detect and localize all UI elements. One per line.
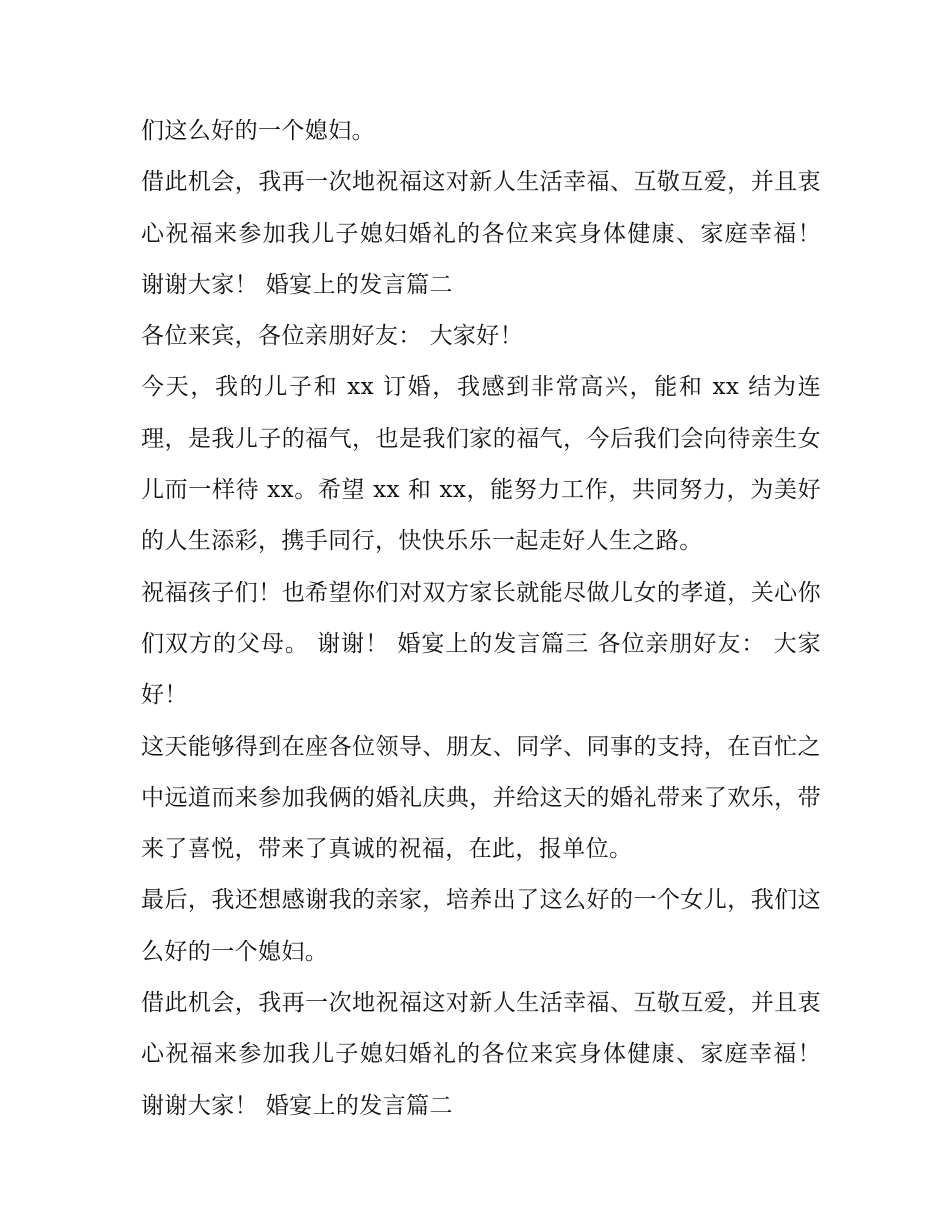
paragraph-3: 各位来宾，各位亲朋好友： 大家好！ — [141, 323, 524, 350]
paragraph-4: 今天，我的儿子和 xx 订婚，我感到非常高兴，能和 xx 结为连理，是我儿子的福气，也是我们家的福气，今后我们会向待亲生女儿而一样待 xx。希望 xx 和 xx，能努力工作，共同努力，为美好的人生添彩，携手同行，快快乐乐一起走好人生之路。 — [141, 374, 821, 555]
paragraph-2: 借此机会，我再一次地祝福这对新人生活幸福、互敬互爱，并且衷心祝福来参加我儿子媳妇婚礼的各位来宾身体健康、家庭幸福！ 谢谢大家！ 婚宴上的发言篇二 — [141, 169, 821, 298]
paragraph-6: 这天能够得到在座各位领导、朋友、同学、同事的支持，在百忙之中远道而来参加我俩的婚礼庆典，并给这天的婚礼带来了欢乐，带来了喜悦，带来了真诚的祝福，在此，报单位。 — [141, 733, 821, 863]
paragraph-7: 最后，我还想感谢我的亲家，培养出了这么好的一个女儿，我们这么好的一个媳妇。 — [141, 887, 821, 965]
paragraph-8: 借此机会，我再一次地祝福这对新人生活幸福、互敬互爱，并且衷心祝福来参加我儿子媳妇婚礼的各位来宾身体健康、家庭幸福！ 谢谢大家！ 婚宴上的发言篇二 — [141, 990, 821, 1119]
document-body — [141, 106, 821, 1132]
paragraph-1: 们这么好的一个媳妇。 — [141, 118, 375, 144]
paragraph-5: 祝福孩子们！也希望你们对双方家长就能尽做儿女的孝道，关心你们双方的父母。 谢谢！ 婚宴上的发言篇三 各位亲朋好友： 大家好！ — [141, 579, 821, 709]
